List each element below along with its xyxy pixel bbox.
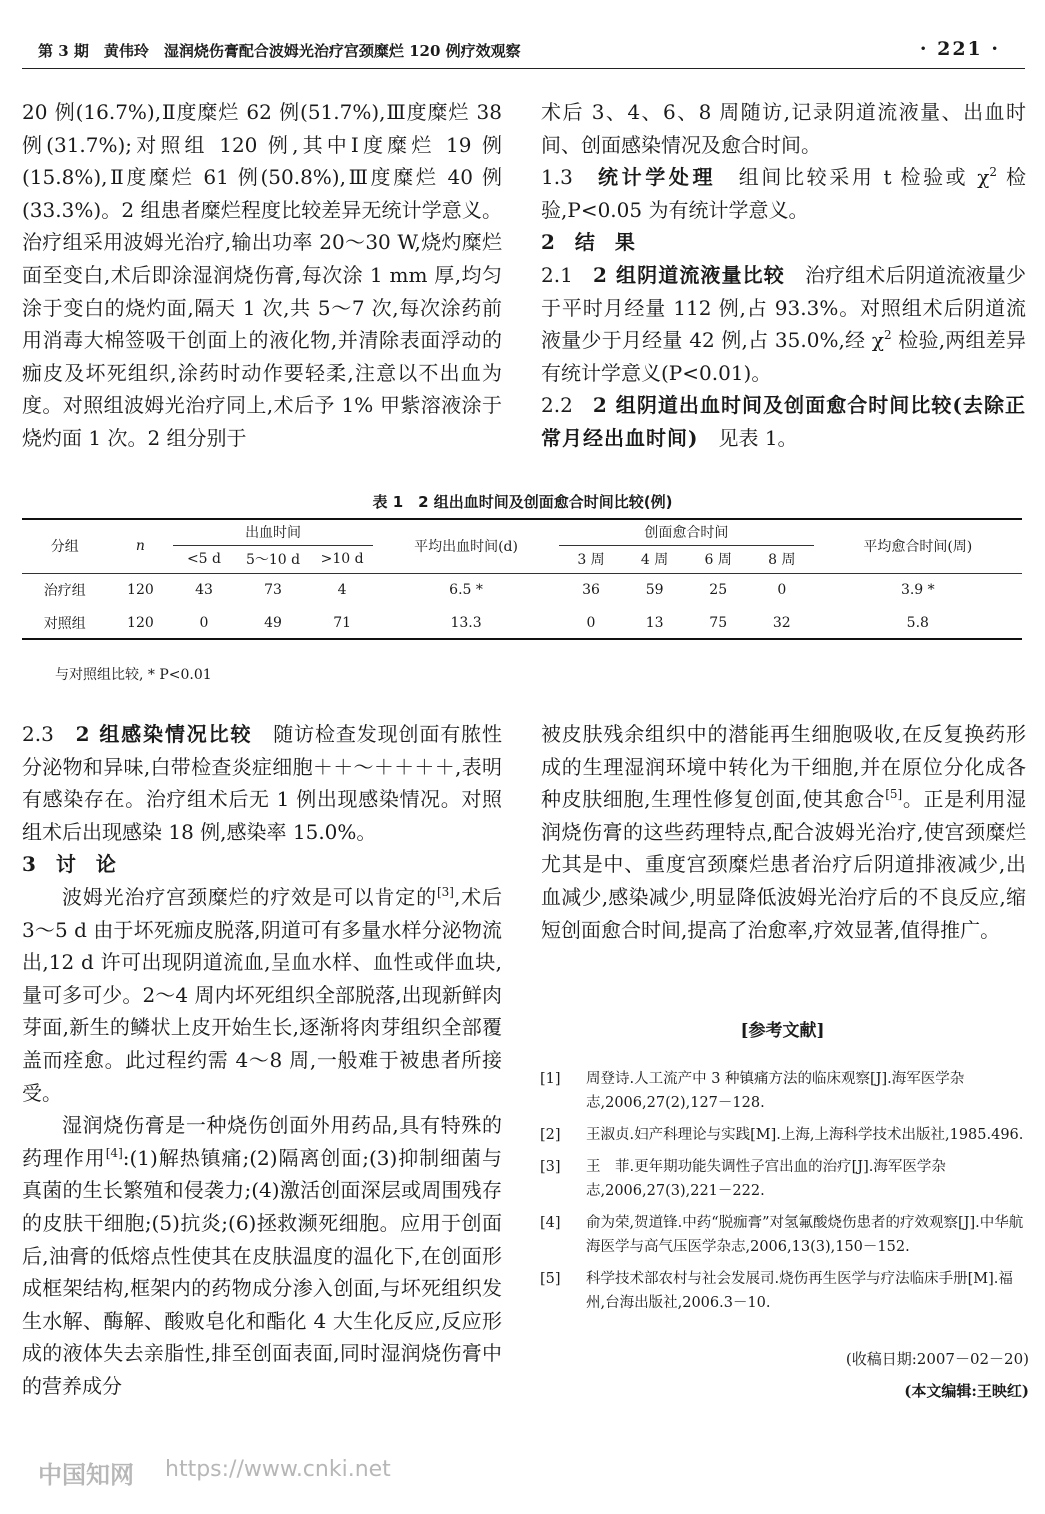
cell-bavg: 13.3 (373, 607, 559, 639)
section-1-3-title: 统计学处理 (598, 165, 717, 190)
methods-paragraph: 20 例(16.7%),Ⅱ度糜烂 62 例(51.7%),Ⅲ度糜烂 38 例(31.7%);对照组 120 例,其中Ⅰ度糜烂 19 例(15.8%),Ⅱ度糜烂 61 例(50.8%),Ⅲ度糜烂 40 例(33.3%)。2 组患者糜烂程度比较差异无统计学意义。治疗组采用波姆光治疗,输出功率 20～30 W,烧灼糜烂面至变白,术后即涂湿润烧伤膏,每次涂 1 mm 厚,均匀涂于变白的烧灼面,隔天 1 次,共 5～7 次,每次涂药前用消毒大棉签吸干创面上的液化物,并清除表面浮动的痂皮及坏死组织,涂药时动作要轻柔,注意以不出血为度。对照组波姆光治疗同上,术后予 1% 甲紫溶液涂于烧灼面 1 次。2 组分别于 (22, 100, 502, 450)
cell-havg: 3.9 * (900, 582, 935, 599)
col-heal-8w: 8 周 (750, 545, 814, 573)
page-number: · 221 · (919, 38, 1000, 60)
table-row (22, 573, 1022, 607)
col-bleed-gt10: >10 d (311, 545, 372, 573)
section-1-3-text-a: 组间比较采用 t 检验或 χ (738, 165, 990, 190)
chi-square-superscript-2: 2 (884, 328, 892, 343)
section-2-2 (541, 389, 1026, 454)
section-2-2-text: 见表 1。 (698, 425, 798, 450)
discussion-3-text-b: 。正是利用湿润烧伤膏的这些药理特点,配合波姆光治疗,使宫颈糜烂尤其是中、重度宫颈糜烂患者治疗后阴道排液减少,出血减少,感染减少,明显降低波姆光治疗后的不良反应,缩短创面愈合时间,提高了治愈率,疗效显著,值得推广。 (541, 787, 1027, 942)
col-heal-6w: 6 周 (686, 545, 750, 573)
cell-h1: 36 (582, 582, 600, 599)
cell-h3: 25 (709, 582, 728, 599)
cell-bavg: 6.5 * (449, 582, 483, 599)
table-row (22, 607, 1022, 639)
references-list (540, 1067, 1030, 1323)
col2-bottom-text (541, 718, 1026, 946)
col-bleed-5to10: 5～10 d (235, 545, 312, 573)
section-2-1-title: 2 组阴道流液量比较 (593, 262, 785, 287)
received-date: (收稿日期:2007－02－20) (845, 1350, 1029, 1368)
section-2-1-number: 2.1 (541, 262, 573, 287)
cell-b3: 4 (337, 582, 347, 599)
section-2-3-text: 随访检查发现创面有脓性分泌物和异味,白带检查炎症细胞＋＋～＋＋＋＋,表明有感染存在。治疗组术后无 1 例出现感染情况。对照组术后出现感染 18 例,感染率 15.0%。 (22, 722, 503, 844)
col-heal-4w: 4 周 (623, 545, 687, 573)
reference-text: 俞为荣,贺道锋.中药“脱痂膏”对氢氟酸烧伤患者的疗效观察[J].中华航海医学与高气压医学杂志,2006,13(3),150－152. (586, 1215, 1024, 1255)
reference-number: [3] (540, 1159, 561, 1175)
chi-square-superscript: 2 (989, 165, 998, 180)
cnki-watermark-brand: 中国知网 (38, 1461, 134, 1489)
cell-h1: 0 (559, 607, 623, 639)
reference-item (540, 1123, 1030, 1147)
col2-top-text (541, 96, 1026, 455)
section-1-3-number: 1.3 (541, 165, 573, 190)
citation-3: [3] (436, 884, 454, 899)
table-title: 表 1 2 组出血时间及创面愈合时间比较(例) (372, 493, 673, 511)
running-header: 第 3 期 黄伟玲 湿润烧伤膏配合波姆光治疗宫颈糜烂 120 例疗效观察 (38, 42, 521, 60)
reference-text: 周登诗.人工流产中 3 种镇痛方法的临床观察[J].海军医学杂志,2006,27(2),127－128. (586, 1071, 965, 1111)
reference-text: 王 菲.更年期功能失调性子宫出血的治疗[J].海军医学杂志,2006,27(3),221－222. (586, 1159, 946, 1199)
followup-paragraph: 术后 3、4、6、8 周随访,记录阴道流液量、出血时间、创面感染情况及愈合时间。 (541, 100, 1026, 157)
cell-n: 120 (108, 607, 174, 639)
discussion-2-text-a: 湿润烧伤膏是一种烧伤创面外用药品,具有特殊的药理作用 (22, 1113, 502, 1170)
section-2-1-text-a: 治疗组术后阴道流液量少于平时月经量 112 例,占 93.3%。对照组术后阴道流液量少于月经量 42 例,占 35.0%,经 χ (541, 262, 1027, 353)
section-1-3 (541, 161, 1026, 226)
reference-item (540, 1267, 1030, 1315)
col-heal-header: 创面愈合时间 (559, 519, 813, 545)
section-2-2-number: 2.2 (541, 393, 573, 418)
cell-h4: 32 (750, 607, 814, 639)
references-heading: [参考文献] (740, 1021, 825, 1041)
reference-text: 王淑贞.妇产科理论与实践[M].上海,上海科学技术出版社,1985.496. (586, 1127, 1024, 1143)
section-3-heading: 3 讨 论 (22, 852, 116, 877)
cell-b3: 71 (311, 607, 372, 639)
header-rule (22, 68, 1025, 69)
col-n-header: n (108, 519, 174, 573)
cell-h3: 75 (686, 607, 750, 639)
citation-5: [5] (885, 787, 903, 802)
citation-4: [4] (105, 1145, 123, 1160)
discussion-paragraph-3 (541, 718, 1026, 946)
cell-b2: 73 (264, 582, 282, 599)
section-2-heading: 2 结 果 (541, 230, 635, 255)
reference-number: [4] (540, 1215, 561, 1231)
reference-number: [2] (540, 1127, 561, 1143)
section-2-1-text-b: 检验,两组差异有统计学意义(P<0.01)。 (541, 328, 1026, 385)
discussion-3-text-a: 被皮肤残余组织中的潜能再生细胞吸收,在反复换药形成的生理湿润环境中转化为干细胞,并在原位分化成各种皮肤细胞,生理性修复创面,使其愈合 (541, 722, 1026, 812)
discussion-1-text-b: ,术后 3～5 d 由于坏死痂皮脱落,阴道可有多量水样分泌物流出,12 d 许可出现阴道流血,呈血水样、血性或伴血块,量可多可少。2～4 周内坏死组织全部脱落,出现新鲜肉芽面,新生的鳞状上皮开始生长,逐渐将肉芽组织全部覆盖而痊愈。此过程约需 4～8 周,一般难于被患者所接受。 (22, 884, 503, 1105)
discussion-paragraph-1 (22, 881, 502, 1109)
cell-n: 120 (127, 582, 154, 599)
cell-h2: 59 (645, 582, 664, 599)
reference-number: [1] (540, 1071, 561, 1087)
reference-item (540, 1211, 1030, 1259)
section-2-3 (22, 718, 502, 848)
section-2-3-number: 2.3 (22, 722, 54, 746)
discussion-2-text-b: :(1)解热镇痛;(2)隔离创面;(3)抑制细菌与真菌的生长繁殖和侵袭力;(4)激活创面深层或周围残存的皮肤干细胞;(5)抗炎;(6)拯救濒死细胞。应用于创面后,油膏的低熔点性使其在皮肤温度的温化下,在创面形成框架结构,框架内的药物成分渗入创面,与坏死组织发生水解、酶解、酸败皂化和酯化 4 大生化反应,反应形成的液体失去亲脂性,排至创面表面,同时湿润烧伤膏中的营养成分 (22, 1145, 502, 1398)
editor-note: (本文编辑:王映红) (904, 1382, 1029, 1400)
reference-number: [5] (540, 1271, 561, 1287)
col1-top-text (22, 96, 502, 455)
col-group-header: 分组 (22, 519, 108, 573)
section-2-2-title: 2 组阴道出血时间及创面愈合时间比较(去除正常月经出血时间) (541, 393, 1026, 450)
cell-group: 对照组 (22, 607, 108, 639)
cnki-watermark-url[interactable]: https://www.cnki.net (165, 1457, 391, 1482)
results-table (22, 518, 1022, 640)
section-1-3-text-b: 检验,P<0.05 为有统计学意义。 (541, 165, 1027, 222)
col-heal-3w: 3 周 (559, 545, 623, 573)
col1-bottom-text (22, 718, 502, 1402)
reference-text: 科学技术部农村与社会发展司.烧伤再生医学与疗法临床手册[M].福州,台海出版社,2006.3－10. (586, 1271, 1013, 1311)
reference-item (540, 1155, 1030, 1203)
cell-group: 治疗组 (43, 583, 86, 600)
cell-b1: 43 (195, 582, 213, 599)
col-bleed-header: 出血时间 (173, 519, 373, 545)
col-heal-avg-header: 平均愈合时间(周) (814, 519, 1022, 573)
col-bleed-lt5: <5 d (173, 545, 234, 573)
col-bleed-avg-header: 平均出血时间(d) (373, 519, 559, 573)
cell-h4: 0 (777, 582, 787, 599)
cell-havg: 5.8 (814, 607, 1022, 639)
cell-b1: 0 (173, 607, 234, 639)
reference-item (540, 1067, 1030, 1115)
cell-h2: 13 (623, 607, 687, 639)
cell-b2: 49 (235, 607, 312, 639)
section-2-3-title: 2 组感染情况比较 (75, 722, 253, 746)
section-2-1 (541, 259, 1026, 389)
table-note: 与对照组比较, * P<0.01 (55, 667, 212, 683)
discussion-1-text-a: 波姆光治疗宫颈糜烂的疗效是可以肯定的 (62, 884, 437, 909)
discussion-paragraph-2 (22, 1109, 502, 1402)
